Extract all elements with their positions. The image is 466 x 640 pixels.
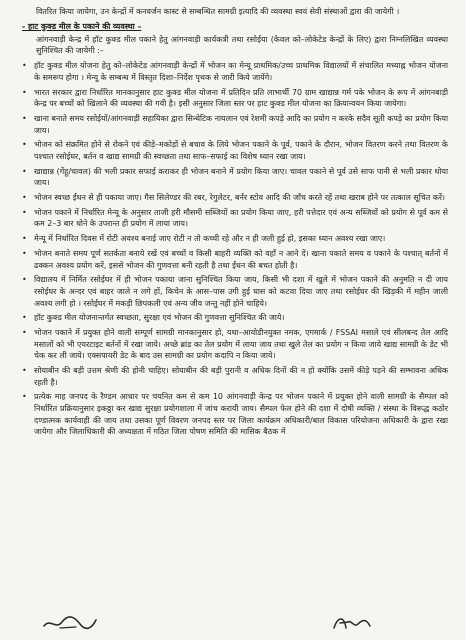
list-item: • भोजन बनाते समय पूर्ण सतर्कता बनाये रखें एवं बच्चों व किसी बाहरी व्यक्ति को वहाँ न आने दें। खाना पकाते समय व पकाने के पश्चात् बर्तनों में ढक्कन अवश्य प्रयोग करें, इससे भोजन की गुणवत्ता बनी रहती है तथा ईंधन की बचत होती है। xyxy=(22,248,448,270)
list-item: • विद्यालय में निर्मित रसोईघर में ही भोजन पकाया जाना सुनिश्चित किया जाय, किसी भी दशा में खुले में भोजन पकाने की अनुमति न दी जाय रसोईघर के अन्दर एवं बाहर जाले न लगे हों, किचेन के आस–पास उगी हुई घास को कटवा दिया जाए तथा रसोईघर की खिड़की में महीन जाली अवश्य लगी हो । रसोईघर में मकड़ी छिपकली एवं अन्य जीव जन्तु नहीं होने चाहिये। xyxy=(22,275,448,308)
bullet-icon: • xyxy=(22,61,27,71)
list-item: • भोजन पकाने में निर्धारित मेन्यू के अनुसार ताजी हरी मौसमी सब्जियों का प्रयोग किया जाए, हरी पत्तेदार एवं अन्य सब्जियों को प्रयोग से पूर्व कम से कम 2–3 बार धोने के उपरान्त ही प्रयोग में लाया जाय। xyxy=(22,207,448,229)
bullet-icon: • xyxy=(22,140,27,150)
list-item: • हॉट कुक्ड मील योजनान्तर्गत स्वच्छता, सुरक्षा एवं भोजन की गुणवत्ता सुनिश्चित की जाये। xyxy=(22,313,285,323)
list-item: • प्रत्येक माह जनपद के रैण्डम आधार पर चयनित कम से कम 10 आंगनवाड़ी केन्द्र पर भोजन पकाने में प्रयुक्त होने वाली सामग्री के सैम्पल को निर्धारित प्रक्रियानुसार इकठ्ठा कर खाद्य सुरक्षा प्रयोगशाला में जांच करायी जाय। सैम्पल फेल होने की दशा में दोषी व्यक्ति / संस्था के विरूद्ध कठोर दण्डात्मक कार्यवाही की जाय तथा उसका पूर्ण विवरण जनपद स्तर पर जिला कार्यक्रम अधिकारी/बाल विकास परियोजना अधिकारी के द्वारा रखा जायेगा और जिलाधिकारी की अध्यक्षता में गठित जिला पोषण समिति की मासिक बैठक में xyxy=(22,392,448,437)
list-item: • भोजन स्वच्छ ईंधन से ही पकाया जाए। गैस सिलेण्डर की रबर, रेगुलेटर, बर्नर स्टोव आदि की जाँच करते रहें तथा खराब होने पर तत्काल सूचित करें। xyxy=(22,193,446,203)
bullet-icon: • xyxy=(22,87,27,97)
list-item: • सोयाबीन की बड़ी उत्तम श्रेणी की होनी चाहिए। सोयाबीन की बड़ी पुरानी व अधिक दिनों की न हो क्योंकि उसमें कीड़े पड़ने की सम्भावना अधिक रहती है। xyxy=(22,366,448,387)
bullet-icon: • xyxy=(22,275,27,285)
signature-left xyxy=(40,612,100,634)
list-item: • भारत सरकार द्वारा निर्धारित मानकानुसार हाट कुक्ड मील योजना में प्रतिदिन प्रति लाभार्थी 70 ग्राम खाद्यान्न गर्म पके भोजन के रूप में आंगनबाड़ी केन्द्र पर बच्चों को खिलाने की व्यवस्था की गयी है। इसी अनुसार जिला स्तर पर हाट कुक्ड मील योजना का क्रियान्वयन किया जायेगा। xyxy=(22,87,448,109)
instruction-list xyxy=(22,60,448,438)
bullet-icon: • xyxy=(22,313,27,323)
list-item: • भोजन को संक्रमित होने से रोकने एवं कीड़े–मकोड़ों से बचाव के लिये भोजन पकाने के पूर्व, पकाने के दौरान, भोजन वितरण करने तथा वितरण के पश्चात रसोईघर, बर्तन व खाद्य सामग्री की स्वच्छता तथा साफ–सफाई का विशेष ध्यान रखा जाय। xyxy=(22,140,448,161)
bullet-icon: • xyxy=(22,207,27,217)
list-item: • हॉट कुक्ड मील योजना हेतु को–लोकेटेड आंगनवाड़ी केन्द्रों में भोजन का मेन्यू प्राथमिक/उच्च प्राथमिक विद्यालयों में संचालित मध्याह्न भोजन योजना के समरूप होगा । मेन्यू के सम्बन्ध में विस्तृत दिशा–निर्देश पृथक से जारी किये जायेंगे। xyxy=(22,61,448,82)
list-item: • मेन्यू में निर्धारित दिवस में रोटी अवश्य बनाई जाए रोटी न तो कच्ची रहे और न ही जली हुई हो, इसका ध्यान अवश्य रखा जाए। xyxy=(22,234,386,244)
section-heading: - हाट कुक्ड मील के पकाने की व्यवस्था – xyxy=(22,21,142,31)
signature-right xyxy=(330,612,374,634)
bullet-icon: • xyxy=(22,366,27,376)
bullet-icon: • xyxy=(22,113,27,123)
list-item: • खाना बनाते समय रसोईयों/आंगनवाड़ी सहायिका द्वारा सिन्थेटिक नायलान एवं रेशमी कपड़े आदि का प्रयोग न करके सदैव सूती कपड़े का प्रयोग किया जाय। xyxy=(22,113,448,135)
bullet-icon: • xyxy=(22,193,27,203)
intro-paragraph: वितरित किया जायेगा, उन केन्द्रों में कनवर्जन कास्ट से सम्बन्धित सामग्री इत्यादि की व्यवस्था स्वयं सेवी संस्थाओं द्वारा की जायेगी । xyxy=(36,7,400,16)
heading-paragraph: आंगनवाड़ी केन्द्र में हॉट कुक्ड मील पकाने हेतु आंगनवाड़ी कार्यकत्री तथा रसोईया (केवल को–लोकेटेड केन्द्रों के लिए) द्वारा निम्नलिखित व्यवस्था सुनिश्चित की जायेगी :– xyxy=(36,34,448,56)
bullet-icon: • xyxy=(22,328,27,338)
bullet-icon: • xyxy=(22,248,27,258)
bullet-icon: • xyxy=(22,392,27,402)
list-item: • खाद्यान्न (गेंहू/चावल) की भली प्रकार सफाई कराकर ही भोजन बनाने में प्रयोग किया जाए। चावल पकाने से पूर्व उसे साफ पानी से भली प्रकार धोया जाय। xyxy=(22,166,448,188)
list-item: • भोजन पकाने में प्रयुक्त होने वाली सम्पूर्ण सामग्री मानकानुसार हो, यथा–आयोडीनयुक्त नमक, एगमार्क / FSSAI मसाले एवं सीलबन्द तेल आदि मसालों को भी एयरटाइट बर्तनों में रखा जाये। अच्छे ब्रांड का तेल प्रयोग में लाया जाय तथा खुले तेल का प्रयोग न किया जाये खाद्य सामग्री के डेट भी चेक कर ली जाये। एक्सपायरी डेट के बाद उस सामग्री का प्रयोग कदापि न किया जाये। xyxy=(22,328,448,361)
bullet-icon: • xyxy=(22,166,27,176)
bullet-icon: • xyxy=(22,234,27,244)
